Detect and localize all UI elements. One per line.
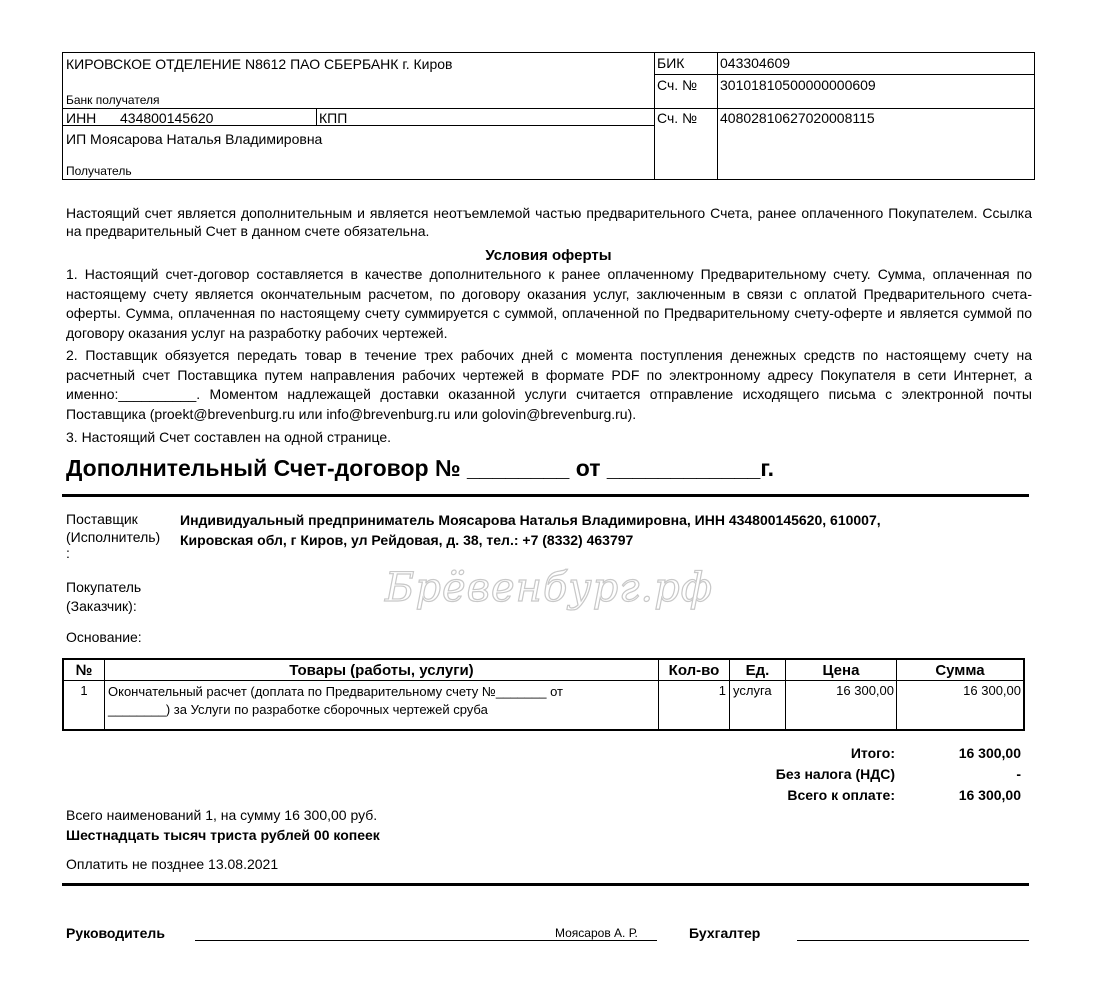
basis-label: Основание:	[66, 629, 142, 645]
payment-deadline: Оплатить не позднее 13.08.2021	[66, 856, 279, 872]
head-label: Руководитель	[66, 925, 165, 941]
inn-value: 434800145620	[120, 110, 214, 126]
header-goods: Товары (работы, услуги)	[289, 662, 474, 679]
bik-value: 043304609	[720, 55, 791, 71]
kpp-label: КПП	[319, 110, 348, 126]
title-rule	[62, 494, 1029, 497]
offer-paragraph-3: 3. Настоящий Счет составлен на одной странице.	[66, 429, 392, 445]
offer-paragraph-1: 1. Настоящий счет-договор составляется в качестве дополнительного к ранее оплаченному Предварительному счету. Сумма, оплаченная по настоящему счету является окончательным расчетом, по договору оказания услуг, заключенным в связи с оплатой Предварительного счета-оферты. Сумма, оплаченная по настоящему счету суммируется с суммой, оплаченной по Предварительному счету-оферте и является суммой по договору оказания услуг на разработку рабочих чертежей.	[66, 266, 1032, 341]
supplier-label: Поставщик (Исполнитель) :	[66, 511, 161, 561]
accountant-signature-line	[797, 940, 1029, 941]
supplier-details: Индивидуальный предприниматель Моясарова Наталья Владимировна, ИНН 434800145620, 610007, Кировская обл, г Киров, ул Рейдовая, д. 38, тел.: +7 (8332) 463797	[180, 512, 881, 548]
pay-label: Всего к оплате:	[787, 787, 895, 803]
pay-value: 16 300,00	[958, 787, 1021, 803]
head-name: Моясаров А. Р.	[555, 926, 638, 940]
offer-title: Условия оферты	[485, 247, 612, 264]
inn-label: ИНН	[66, 110, 97, 126]
intro-text: Настоящий счет является дополнительным и является неотъемлемой частью предварительного Счета, ранее оплаченного Покупателем. Ссылка на предварительный Счет в данном счете обязательна.	[66, 205, 1032, 239]
table-row-description: Окончательный расчет (доплата по Предварительному счету №_______ от ________) за Услуги по разработке сборочных чертежей сруба	[108, 684, 563, 717]
bank-details-table	[62, 52, 1035, 180]
document-title: Дополнительный Счет-договор № ________ от ____________г.	[66, 455, 775, 481]
corr-account-label: Сч. №	[657, 77, 698, 93]
offer-paragraph-2: 2. Поставщик обязуется передать товар в течение трех рабочих дней с момента поступления денежных средств по настоящему счету на расчетный счет Поставщика путем направления рабочих чертежей в формате PDF по электронному адресу Покупателя в сети Интернет, а именно:__________. Моментом надлежащей доставки оказанной услуги считается отправление исходящего письма с электронной почты Поставщика (proekt@brevenburg.ru или info@brevenburg.ru или golovin@brevenburg.ru).	[66, 347, 1032, 422]
header-sum: Сумма	[935, 662, 985, 679]
table-row-price: 16 300,00	[836, 683, 894, 698]
items-count-line: Всего наименований 1, на сумму 16 300,00 руб.	[66, 807, 378, 823]
vat-label: Без налога (НДС)	[775, 766, 895, 782]
amount-in-words: Шестнадцать тысяч триста рублей 00 копеек	[66, 827, 380, 843]
header-price: Цена	[822, 662, 860, 679]
table-row-sum: 16 300,00	[963, 683, 1021, 698]
header-qty: Кол-во	[668, 662, 720, 679]
bank-label: Банк получателя	[66, 93, 160, 107]
total-value: 16 300,00	[958, 745, 1021, 761]
table-row-num: 1	[80, 683, 88, 698]
corr-account-value: 30101810500000000609	[720, 77, 876, 93]
total-label: Итого:	[850, 745, 895, 761]
bank-name: КИРОВСКОЕ ОТДЕЛЕНИЕ N8612 ПАО СБЕРБАНК г. Киров	[66, 56, 453, 72]
brand-watermark: Брёвенбург.рф	[385, 565, 714, 611]
header-unit: Ед.	[745, 662, 770, 679]
recipient-name: ИП Моясарова Наталья Владимировна	[66, 131, 323, 147]
table-row-unit: услуга	[733, 683, 772, 698]
account-value: 40802810627020008115	[720, 110, 875, 126]
items-table	[62, 658, 1025, 731]
recipient-label: Получатель	[66, 164, 132, 178]
vat-value: -	[1016, 766, 1021, 782]
header-num: №	[75, 662, 93, 679]
accountant-label: Бухгалтер	[689, 925, 761, 941]
account-label: Сч. №	[657, 110, 698, 126]
head-signature-line	[195, 940, 657, 941]
buyer-label: Покупатель (Заказчик):	[66, 579, 142, 614]
table-row-qty: 1	[718, 683, 726, 698]
summary-rule	[62, 883, 1029, 886]
bik-label: БИК	[657, 55, 685, 71]
